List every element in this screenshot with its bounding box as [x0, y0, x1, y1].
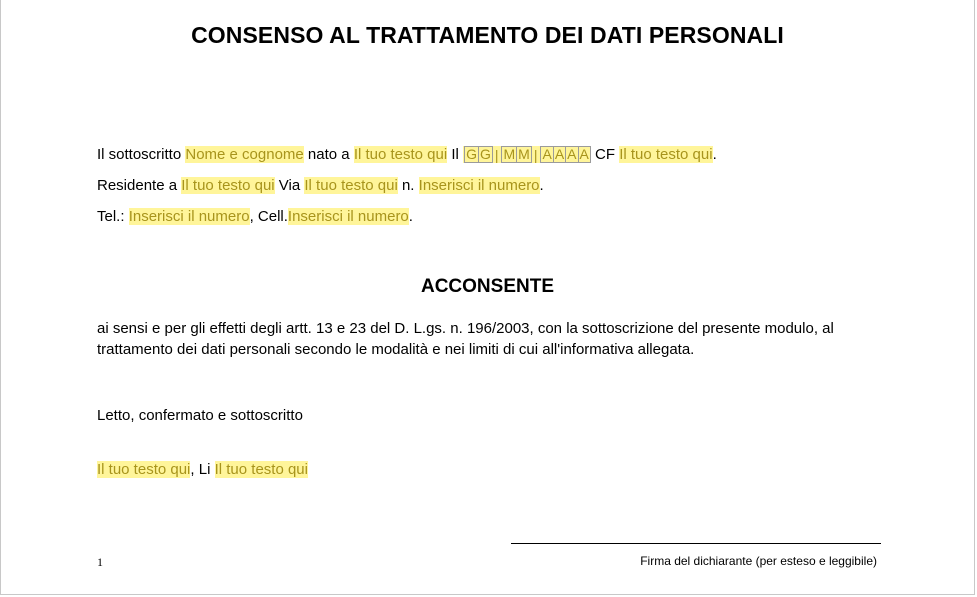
- static-text: Il sottoscritto: [97, 146, 186, 163]
- street-field[interactable]: Il tuo testo qui: [304, 177, 398, 194]
- phone-field[interactable]: Inserisci il numero: [128, 208, 250, 225]
- date-box-day: G: [479, 146, 491, 162]
- signature-line: [511, 543, 881, 544]
- signature-label: Firma del dichiarante (per esteso e leggibile): [640, 554, 877, 568]
- date-separator: |: [533, 146, 538, 163]
- birthplace-field[interactable]: Il tuo testo qui: [353, 146, 448, 163]
- static-text: n.: [397, 177, 419, 194]
- static-text: , Cell.: [249, 208, 288, 225]
- date-box-day: G: [466, 146, 477, 162]
- date-box-month: M: [503, 146, 516, 162]
- date-separator: |: [494, 146, 499, 163]
- static-text: Il: [447, 146, 464, 163]
- static-text: Via: [274, 177, 305, 194]
- date-box-year: A: [554, 146, 565, 162]
- name-field[interactable]: Nome e cognome: [185, 146, 304, 163]
- static-text: CF: [590, 146, 620, 163]
- street-number-field[interactable]: Inserisci il numero: [418, 177, 540, 194]
- static-text: Residente a: [97, 177, 182, 194]
- birthdate-field[interactable]: [463, 146, 591, 163]
- identity-line: [97, 146, 717, 163]
- date-box-year: A: [567, 146, 577, 162]
- place-field[interactable]: Il tuo testo qui: [97, 461, 191, 478]
- static-text: .: [712, 146, 717, 163]
- confirmation-text: Letto, confermato e sottoscritto: [97, 407, 303, 424]
- date-field[interactable]: Il tuo testo qui: [214, 461, 308, 478]
- consent-paragraph: ai sensi e per gli effetti degli artt. 13 e 23 del D. L.gs. n. 196/2003, con la sottoscrizione del presente modulo, al trattamento dei dati personali secondo le modalità e nei limiti di cui all'informativa allegata.: [97, 320, 834, 358]
- place-date-line: [97, 461, 308, 478]
- static-text: nato a: [303, 146, 354, 163]
- static-text: , Li: [190, 461, 215, 478]
- residence-city-field[interactable]: Il tuo testo qui: [181, 177, 275, 194]
- fiscal-code-field[interactable]: Il tuo testo qui: [619, 146, 713, 163]
- date-box-year: A: [542, 146, 552, 162]
- consent-heading: ACCONSENTE: [420, 276, 554, 297]
- document-title: CONSENSO AL TRATTAMENTO DEI DATI PERSONALI: [191, 22, 784, 48]
- static-text: .: [408, 208, 413, 225]
- date-box-month: M: [518, 146, 530, 162]
- date-box-year: A: [579, 146, 589, 162]
- page-number: 1: [97, 555, 103, 569]
- static-text: Tel.:: [97, 208, 129, 225]
- phone-line: [97, 208, 413, 225]
- static-text: .: [539, 177, 544, 194]
- address-line: [97, 177, 544, 194]
- mobile-field[interactable]: Inserisci il numero: [287, 208, 409, 225]
